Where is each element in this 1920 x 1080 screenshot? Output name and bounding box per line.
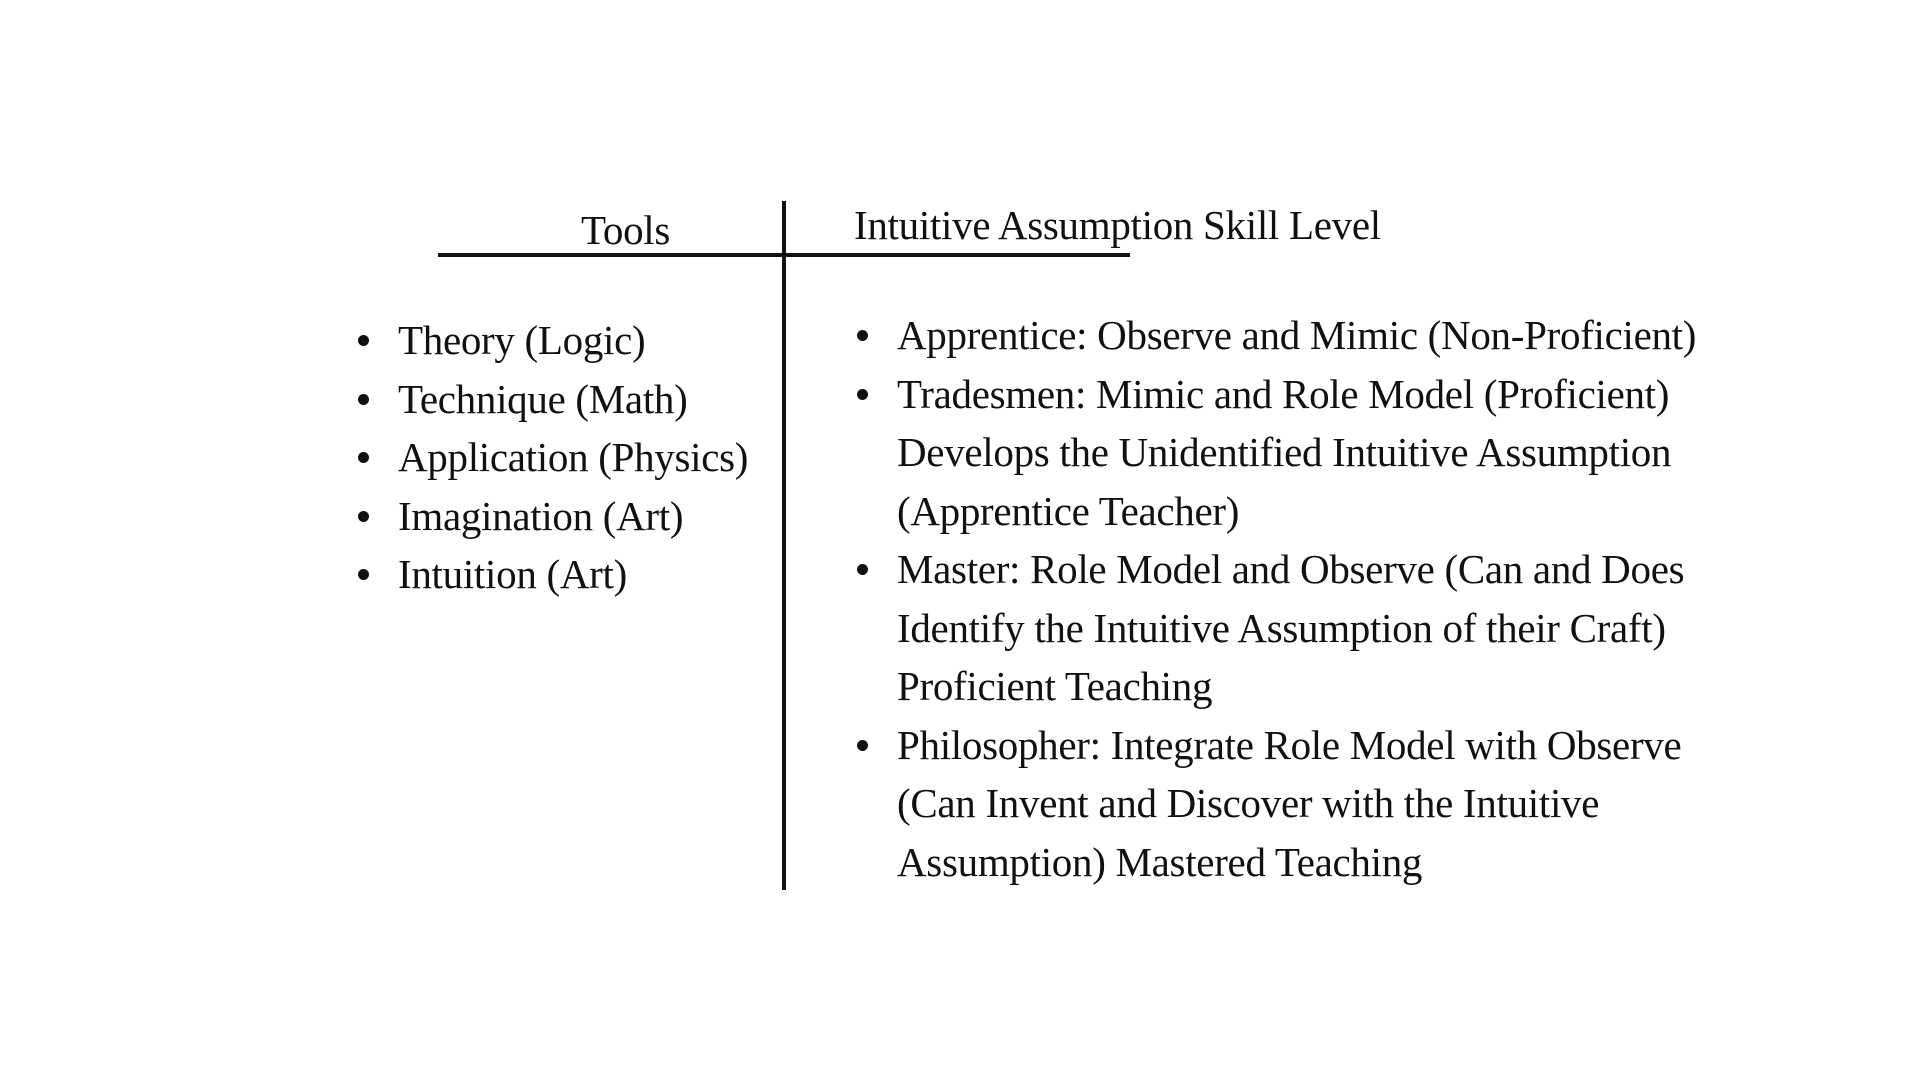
bullet-icon — [358, 335, 369, 346]
list-item — [857, 306, 1737, 365]
bullet-icon — [358, 394, 369, 405]
list-item — [358, 370, 778, 429]
bullet-icon — [857, 564, 868, 575]
list-item — [857, 540, 1737, 716]
skill-level-list — [857, 306, 1737, 891]
skill-level-text: Philosopher: Integrate Role Model with Observe (Can Invent and Discover with the Intuitive Assumption) Mastered Teaching — [897, 721, 1682, 885]
skill-level-text: Master: Role Model and Observe (Can and Does Identify the Intuitive Assumption of their Craft) Proficient Teaching — [897, 546, 1685, 709]
skill-level-text: Apprentice: Observe and Mimic (Non-Proficient) — [897, 312, 1697, 358]
tool-item-text: Application (Physics) — [398, 434, 749, 480]
tool-item-text: Theory (Logic) — [398, 317, 646, 363]
tool-item-text: Technique (Math) — [398, 375, 688, 422]
list-item — [358, 311, 778, 370]
column-divider — [782, 201, 786, 890]
bullet-icon — [857, 740, 868, 751]
bullet-icon — [358, 511, 369, 522]
skill-level-text: Tradesmen: Mimic and Role Model (Proficient) Develops the Unidentified Intuitive Assumption (Apprentice Teacher) — [897, 370, 1672, 534]
list-item — [857, 716, 1737, 892]
tool-item-text: Intuition (Art) — [398, 551, 627, 597]
list-item — [358, 487, 778, 546]
bullet-icon — [857, 389, 868, 400]
bullet-icon — [358, 569, 369, 580]
list-item — [857, 365, 1737, 541]
bullet-icon — [857, 330, 868, 341]
tools-list — [358, 311, 778, 604]
tools-header: Tools — [581, 207, 671, 253]
bullet-icon — [358, 452, 369, 463]
skill-level-header: Intuitive Assumption Skill Level — [854, 202, 1381, 248]
list-item — [358, 545, 778, 604]
tool-item-text: Imagination (Art) — [398, 492, 684, 539]
list-item — [358, 428, 778, 487]
